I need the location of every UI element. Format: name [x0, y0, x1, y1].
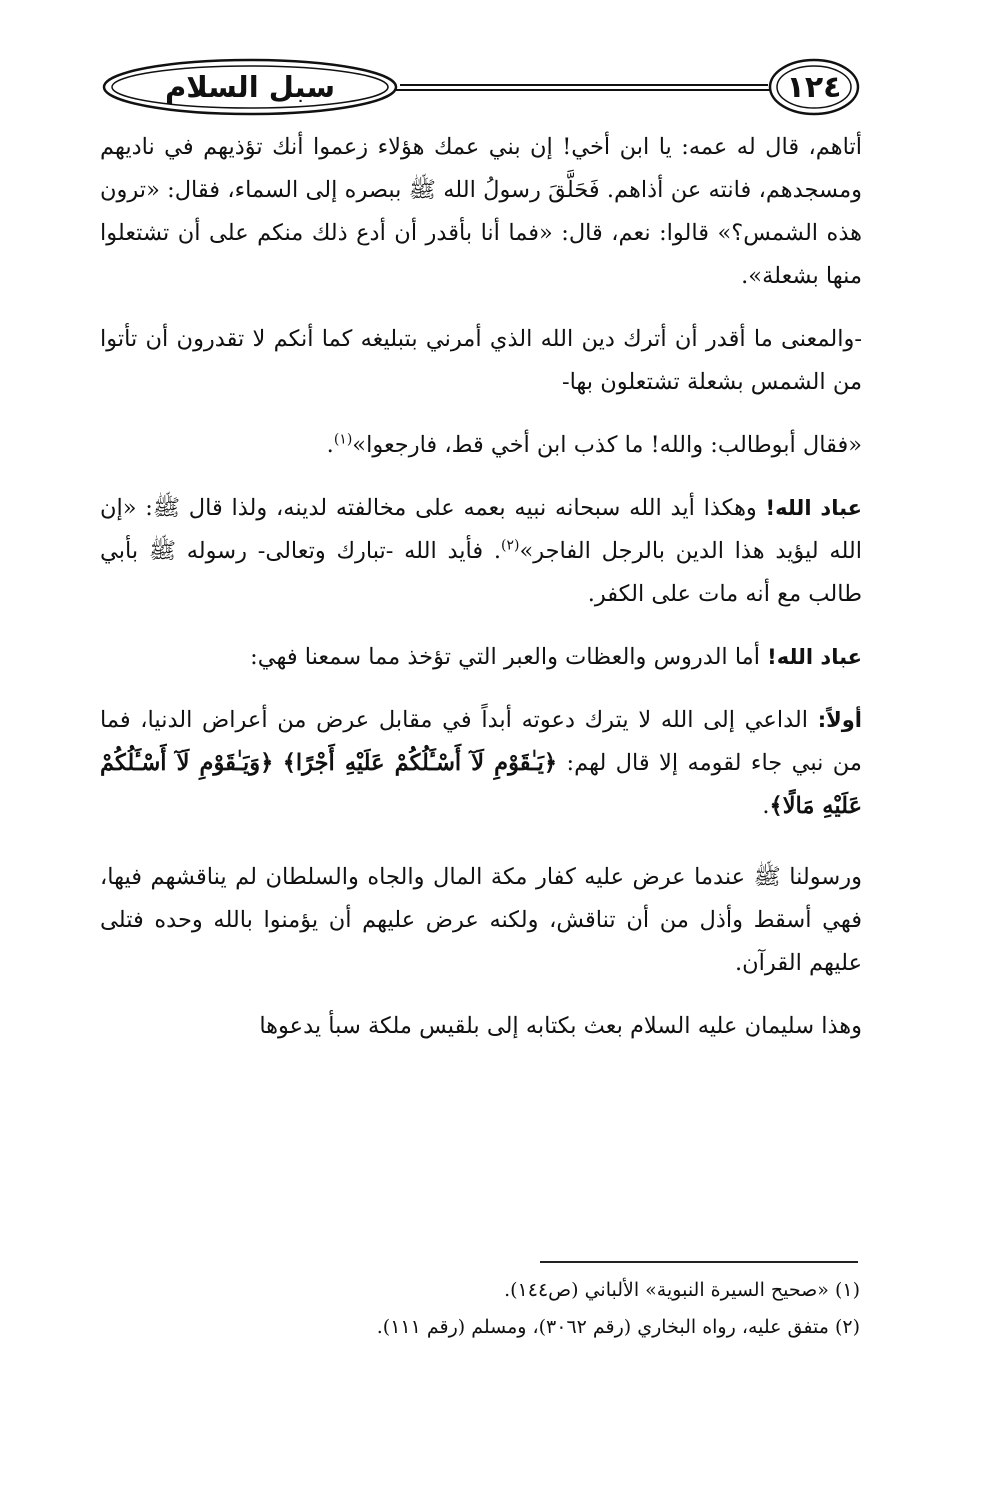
footnote-ref-2: (٢)	[501, 537, 520, 554]
footnote-separator	[540, 1261, 858, 1263]
running-title: سبل السلام	[165, 70, 335, 104]
quran-verse-2: ﴿وَيَـٰقَوْمِ لَآ أَسْـَٔلُكُمْ عَلَيْهِ مَالًا﴾	[100, 750, 862, 819]
paragraph-5-text: أما الدروس والعظات والعبر التي تؤخذ مما سمعنا فهي:	[250, 644, 768, 670]
paragraph-4	[100, 487, 862, 616]
paragraph-3-end: .	[326, 432, 334, 458]
paragraph-8: وهذا سليمان عليه السلام بعث بكتابه إلى بلقيس ملكة سبأ يدعوها	[259, 1013, 862, 1039]
paragraph-6-end: .	[762, 793, 770, 819]
ibad-allah-lead-2: عباد الله!	[767, 645, 862, 669]
first-point-lead: أولاً:	[817, 708, 862, 732]
paragraph-3	[100, 424, 862, 467]
main-text	[100, 126, 862, 1068]
paragraph-6-text: الداعي إلى الله لا يترك دعوته أبداً في مقابل عرض من أعراض الدنيا، فما من نبي جاء لقومه إلا قال لهم:	[100, 707, 862, 776]
paragraph-6	[100, 699, 862, 828]
page-header	[100, 56, 860, 120]
page-number: ١٢٤	[786, 69, 842, 105]
footnotes	[100, 1272, 860, 1346]
paragraph-7: ورسولنا ﷺ عندما عرض عليه كفار مكة المال والجاه والسلطان لم يناقشهم فيها، فهي أسقط وأذل من أن تناقش، ولكنه عرض عليهم أن يؤمنوا بالله وحده فتلى عليهم القرآن.	[100, 864, 862, 976]
ibad-allah-lead: عباد الله!	[765, 496, 863, 520]
footnote-1: (١) «صحيح السيرة النبوية» الألباني (ص١٤٤).	[504, 1279, 860, 1301]
paragraph-5	[100, 636, 862, 679]
footnote-2: (٢) متفق عليه، رواه البخاري (رقم ٣٠٦٢)، ومسلم (رقم ١١١).	[376, 1316, 860, 1338]
footnote-ref-1: (١)	[333, 431, 353, 448]
paragraph-1: أتاهم، قال له عمه: يا ابن أخي! إن بني عمك هؤلاء زعموا أنك تؤذيهم في ناديهم ومسجدهم، فانته عن أذاهم. فَحَلَّقَ رسولُ الله ﷺ ببصره إلى السماء، فقال: «ترون هذه الشمس؟» قالوا: نعم، قال: «فما أنا بأقدر أن أدع ذلك منكم على أن تشتعلوا منها بشعلة».	[100, 134, 862, 289]
paragraph-2: -والمعنى ما أقدر أن أترك دين الله الذي أمرني بتبليغه كما أنكم لا تقدرون أن تأتوا من الشمس بشعلة تشتعلون بها-	[100, 326, 862, 395]
paragraph-4-text-1: وهكذا أيد الله سبحانه نبيه بعمه على مخالفته لدينه، ولذا قال ﷺ: «إن الله ليؤيد هذا الدين بالرجل الفاجر»	[100, 495, 862, 564]
paragraph-4-text-2: . فأيد الله -تبارك وتعالى- رسوله ﷺ بأبي طالب مع أنه مات على الكفر.	[100, 538, 862, 607]
abu-talib-quote: «فقال أبوطالب: والله! ما كذب ابن أخي قط، فارجعوا»	[352, 432, 862, 458]
quran-verse-1: ﴿يَـٰقَوْمِ لَآ أَسْـَٔلُكُمْ عَلَيْهِ أَجْرًا﴾	[282, 750, 558, 776]
